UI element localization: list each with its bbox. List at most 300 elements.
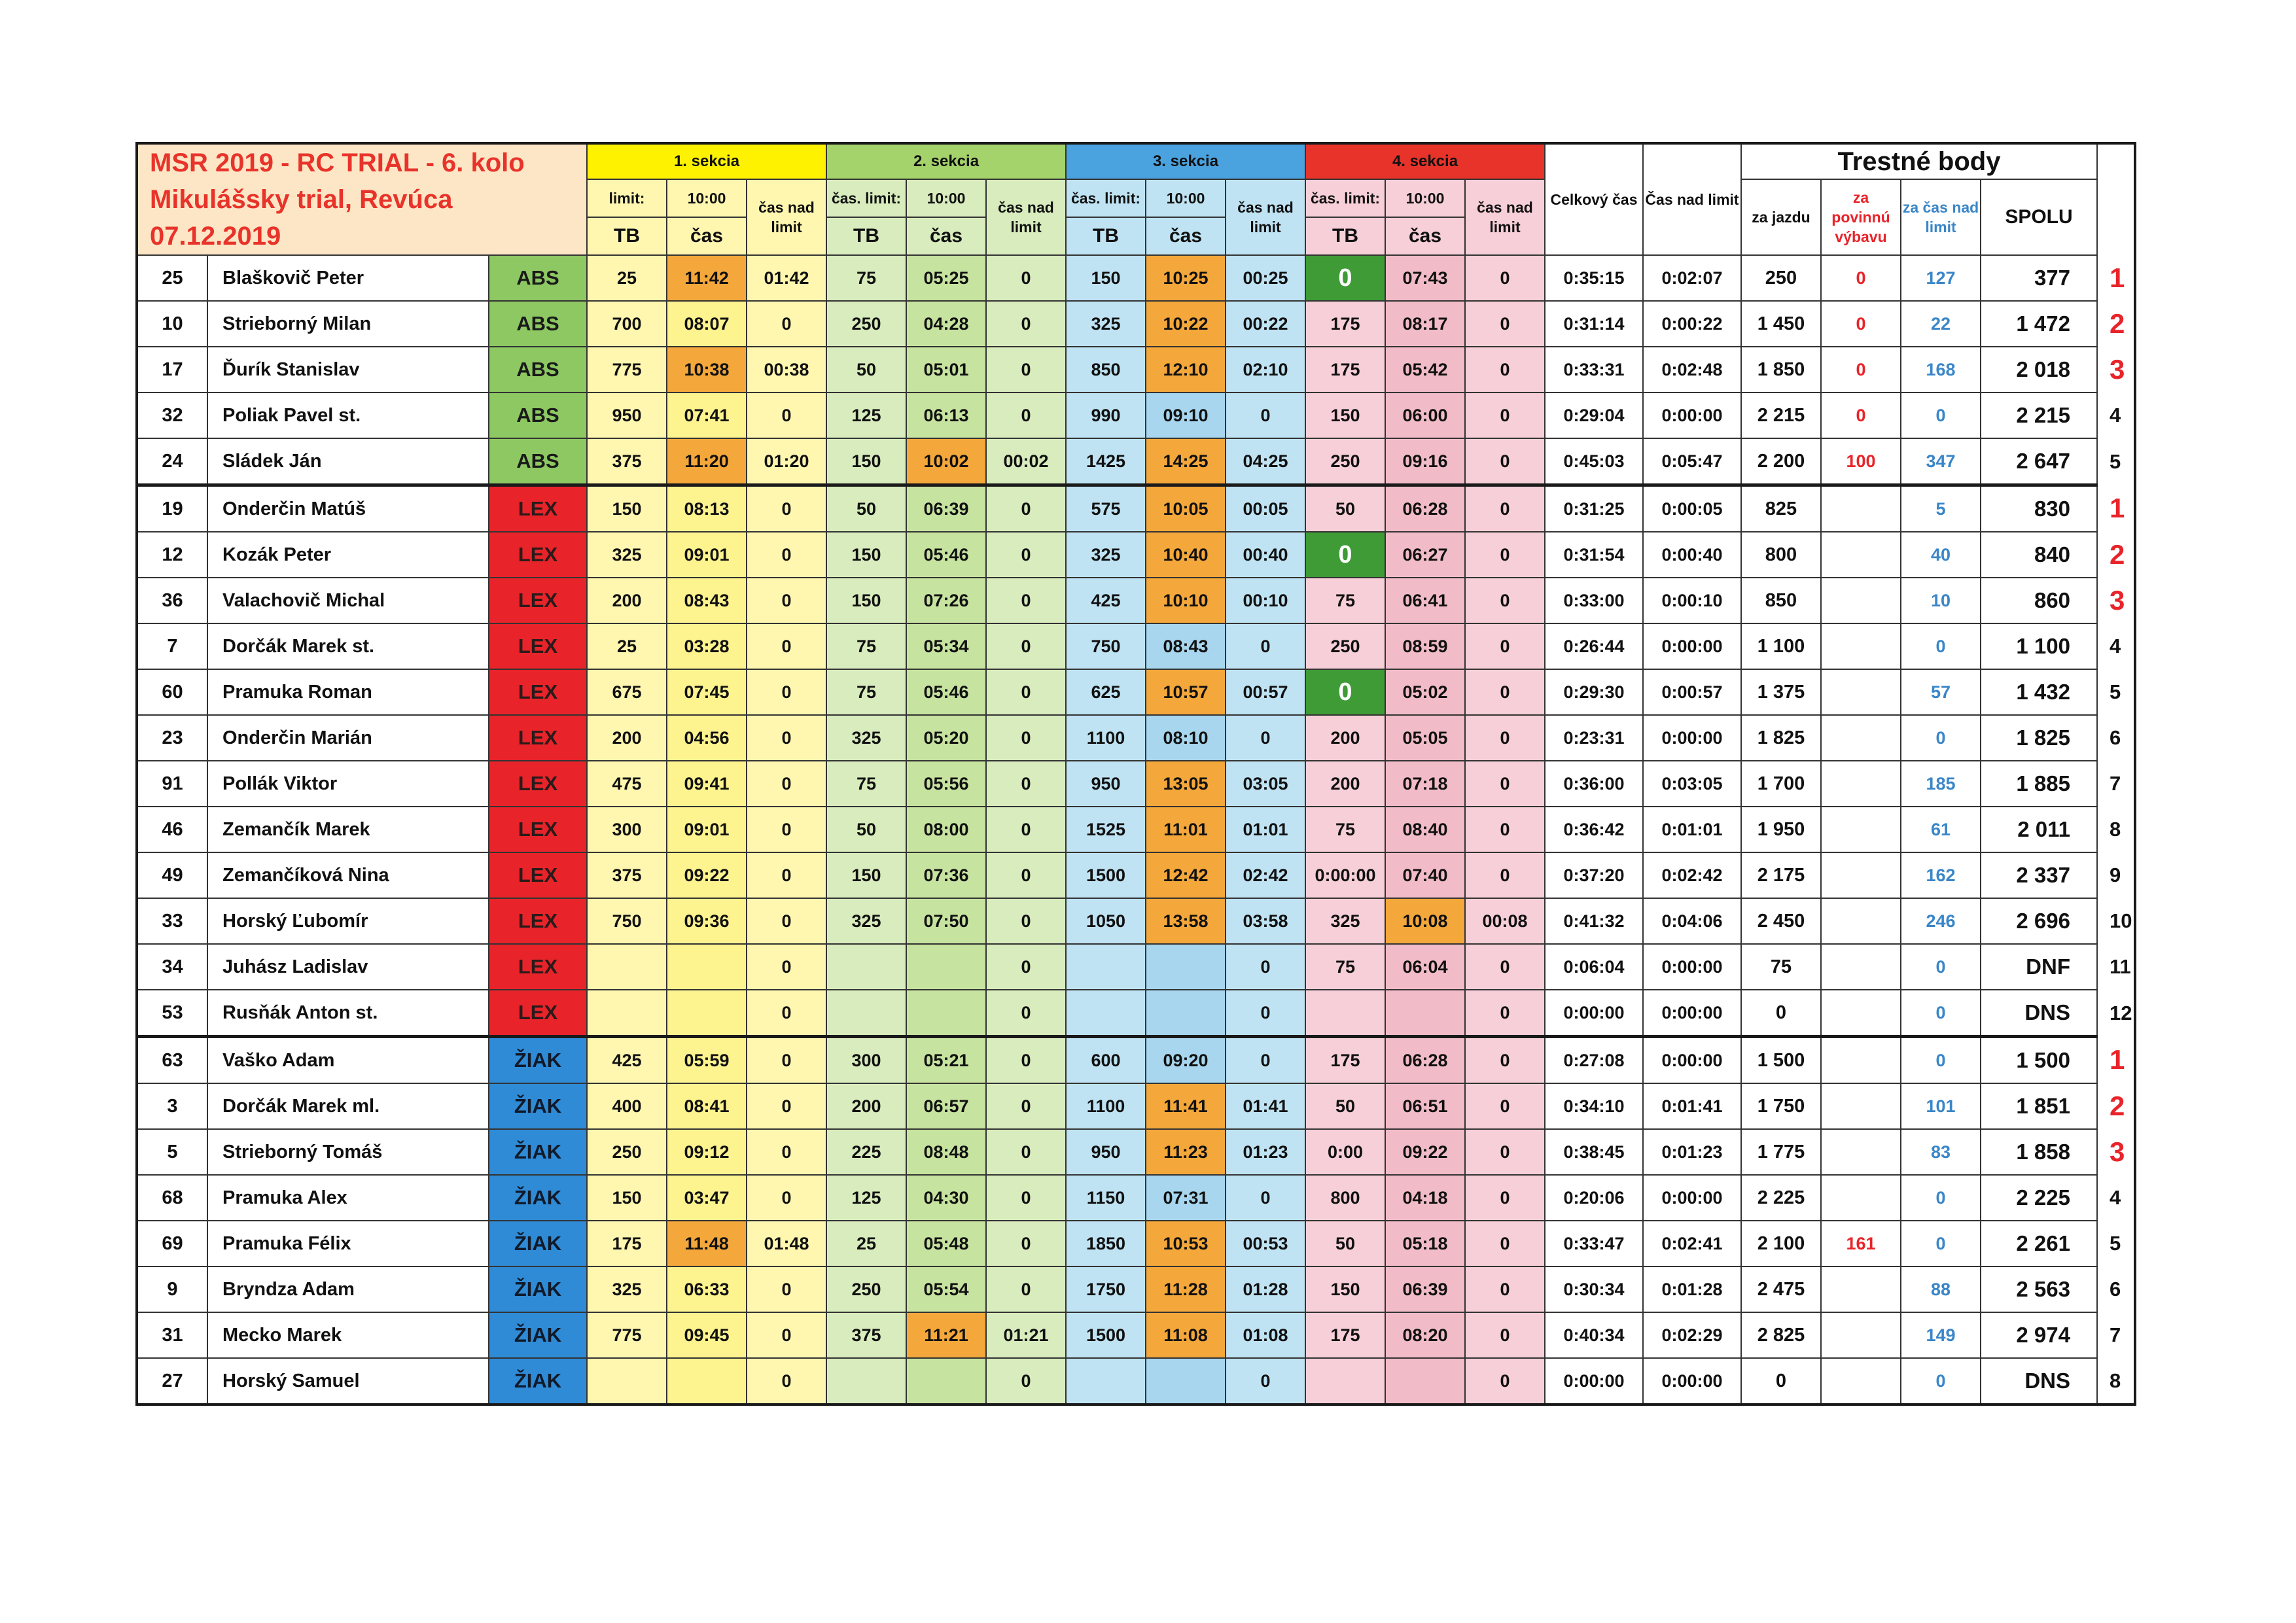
s1-over-limit: 0 bbox=[747, 852, 826, 898]
s4-time: 06:28 bbox=[1385, 1037, 1465, 1084]
penalty-total: 840 bbox=[1981, 532, 2097, 578]
results-table bbox=[135, 142, 2136, 1406]
s1-penalty-points: 475 bbox=[587, 761, 667, 807]
table-row bbox=[137, 393, 2135, 438]
penalty-total: 830 bbox=[1981, 485, 2097, 532]
penalty-time: 88 bbox=[1901, 1266, 1981, 1312]
penalty-total: 2 225 bbox=[1981, 1175, 2097, 1221]
s3-penalty-points: 1500 bbox=[1066, 1312, 1146, 1358]
s4-penalty-points: 175 bbox=[1305, 347, 1385, 393]
s1-over-limit: 0 bbox=[747, 485, 826, 532]
s1-time: 11:20 bbox=[667, 438, 747, 485]
penalty-total: 2 974 bbox=[1981, 1312, 2097, 1358]
s1-time: 11:48 bbox=[667, 1221, 747, 1266]
s3-time bbox=[1146, 944, 1226, 990]
s1-tb-header: TB bbox=[587, 217, 667, 255]
category-badge: LEX bbox=[489, 578, 587, 623]
s3-time: 10:57 bbox=[1146, 669, 1226, 715]
s1-over-limit: 0 bbox=[747, 990, 826, 1037]
s3-penalty-points: 625 bbox=[1066, 669, 1146, 715]
over-limit-total: 0:00:00 bbox=[1643, 623, 1741, 669]
s4-over-limit: 0 bbox=[1465, 438, 1545, 485]
placement: 2 bbox=[2097, 1083, 2135, 1129]
penalty-equipment bbox=[1821, 578, 1901, 623]
s4-over-limit: 0 bbox=[1465, 1175, 1545, 1221]
s3-over-limit: 03:58 bbox=[1226, 898, 1305, 944]
s1-penalty-points: 775 bbox=[587, 1312, 667, 1358]
penalty-equipment bbox=[1821, 1266, 1901, 1312]
rider-name: Vaško Adam bbox=[207, 1037, 489, 1084]
penalty-total: 2 261 bbox=[1981, 1221, 2097, 1266]
s1-over-limit-header: čas nad limit bbox=[747, 179, 826, 255]
placement: 6 bbox=[2097, 715, 2135, 761]
s1-time: 10:38 bbox=[667, 347, 747, 393]
over-limit-total: 0:03:05 bbox=[1643, 761, 1741, 807]
s2-limit-value: 10:00 bbox=[906, 179, 986, 217]
s4-penalty-points: 175 bbox=[1305, 301, 1385, 347]
s2-penalty-points: 325 bbox=[826, 898, 906, 944]
s4-penalty-points: 800 bbox=[1305, 1175, 1385, 1221]
s1-over-limit: 0 bbox=[747, 623, 826, 669]
penalty-per-ride: 800 bbox=[1741, 532, 1821, 578]
penalty-equipment bbox=[1821, 1129, 1901, 1175]
s3-over-limit-header: čas nad limit bbox=[1226, 179, 1305, 255]
rider-name: Onderčin Marián bbox=[207, 715, 489, 761]
s4-time: 09:16 bbox=[1385, 438, 1465, 485]
penalty-per-ride: 1 450 bbox=[1741, 301, 1821, 347]
penalty-total: 1 885 bbox=[1981, 761, 2097, 807]
s1-penalty-points: 950 bbox=[587, 393, 667, 438]
s2-time: 05:34 bbox=[906, 623, 986, 669]
penalty-equipment: 0 bbox=[1821, 393, 1901, 438]
s1-penalty-points: 150 bbox=[587, 485, 667, 532]
s3-penalty-points: 1850 bbox=[1066, 1221, 1146, 1266]
s3-over-limit: 0 bbox=[1226, 1175, 1305, 1221]
table-row bbox=[137, 898, 2135, 944]
penalty-time: 22 bbox=[1901, 301, 1981, 347]
s1-penalty-points: 750 bbox=[587, 898, 667, 944]
s3-over-limit: 00:53 bbox=[1226, 1221, 1305, 1266]
s4-over-limit: 0 bbox=[1465, 1129, 1545, 1175]
category-badge: LEX bbox=[489, 898, 587, 944]
penalty-time: 0 bbox=[1901, 1037, 1981, 1084]
penalty-time: 10 bbox=[1901, 578, 1981, 623]
s4-time: 06:41 bbox=[1385, 578, 1465, 623]
s4-penalty-points: 250 bbox=[1305, 438, 1385, 485]
rider-name: Horský Samuel bbox=[207, 1358, 489, 1405]
start-number: 25 bbox=[137, 255, 207, 301]
s3-over-limit: 00:40 bbox=[1226, 532, 1305, 578]
s1-time: 03:47 bbox=[667, 1175, 747, 1221]
s3-penalty-points: 1050 bbox=[1066, 898, 1146, 944]
s2-time: 07:50 bbox=[906, 898, 986, 944]
total-time: 0:06:04 bbox=[1545, 944, 1643, 990]
s2-time: 05:56 bbox=[906, 761, 986, 807]
total-time: 0:33:00 bbox=[1545, 578, 1643, 623]
placement: 5 bbox=[2097, 438, 2135, 485]
penalty-total: DNF bbox=[1981, 944, 2097, 990]
s4-time: 04:18 bbox=[1385, 1175, 1465, 1221]
s3-penalty-points: 1750 bbox=[1066, 1266, 1146, 1312]
s1-over-limit: 0 bbox=[747, 761, 826, 807]
category-badge: LEX bbox=[489, 990, 587, 1037]
penalty-time: 127 bbox=[1901, 255, 1981, 301]
total-time: 0:00:00 bbox=[1545, 990, 1643, 1037]
s4-over-limit: 0 bbox=[1465, 485, 1545, 532]
s2-penalty-points: 225 bbox=[826, 1129, 906, 1175]
s3-penalty-points: 1425 bbox=[1066, 438, 1146, 485]
rider-name: Rusňák Anton st. bbox=[207, 990, 489, 1037]
penalty-per-ride: 1 850 bbox=[1741, 347, 1821, 393]
penalty-total: 2 215 bbox=[1981, 393, 2097, 438]
s1-penalty-points: 775 bbox=[587, 347, 667, 393]
rider-name: Dorčák Marek st. bbox=[207, 623, 489, 669]
over-limit-total: 0:00:57 bbox=[1643, 669, 1741, 715]
s2-time: 04:30 bbox=[906, 1175, 986, 1221]
s3-over-limit: 0 bbox=[1226, 393, 1305, 438]
section-1-header: 1. sekcia bbox=[587, 143, 826, 179]
start-number: 60 bbox=[137, 669, 207, 715]
per-ride-header: za jazdu bbox=[1741, 179, 1821, 255]
start-number: 32 bbox=[137, 393, 207, 438]
s2-penalty-points: 150 bbox=[826, 852, 906, 898]
s1-penalty-points: 25 bbox=[587, 623, 667, 669]
s4-time bbox=[1385, 1358, 1465, 1405]
s1-penalty-points: 425 bbox=[587, 1037, 667, 1084]
s4-over-limit: 0 bbox=[1465, 761, 1545, 807]
start-number: 24 bbox=[137, 438, 207, 485]
table-row bbox=[137, 347, 2135, 393]
table-row bbox=[137, 1175, 2135, 1221]
penalty-per-ride: 0 bbox=[1741, 1358, 1821, 1405]
s4-over-limit: 0 bbox=[1465, 347, 1545, 393]
s3-time: 13:05 bbox=[1146, 761, 1226, 807]
over-limit-total: 0:02:48 bbox=[1643, 347, 1741, 393]
s3-over-limit: 02:10 bbox=[1226, 347, 1305, 393]
penalty-per-ride: 1 950 bbox=[1741, 807, 1821, 852]
s1-time: 04:56 bbox=[667, 715, 747, 761]
rider-name: Strieborný Tomáš bbox=[207, 1129, 489, 1175]
s1-over-limit: 0 bbox=[747, 1083, 826, 1129]
placement: 3 bbox=[2097, 1129, 2135, 1175]
category-badge: LEX bbox=[489, 807, 587, 852]
start-number: 27 bbox=[137, 1358, 207, 1405]
s4-penalty-points: 250 bbox=[1305, 623, 1385, 669]
category-badge: ABS bbox=[489, 347, 587, 393]
table-row bbox=[137, 990, 2135, 1037]
s4-time: 05:18 bbox=[1385, 1221, 1465, 1266]
s1-time: 05:59 bbox=[667, 1037, 747, 1084]
start-number: 23 bbox=[137, 715, 207, 761]
s4-over-limit: 0 bbox=[1465, 1312, 1545, 1358]
s2-over-limit: 01:21 bbox=[986, 1312, 1066, 1358]
penalty-total: DNS bbox=[1981, 1358, 2097, 1405]
s2-penalty-points: 50 bbox=[826, 485, 906, 532]
s4-time-header: čas bbox=[1385, 217, 1465, 255]
event-title-line2: Mikulášsky trial, Revúca bbox=[150, 185, 453, 214]
s3-penalty-points: 950 bbox=[1066, 761, 1146, 807]
s2-penalty-points: 300 bbox=[826, 1037, 906, 1084]
total-time: 0:34:10 bbox=[1545, 1083, 1643, 1129]
table-row bbox=[137, 669, 2135, 715]
s1-penalty-points bbox=[587, 1358, 667, 1405]
s2-over-limit: 0 bbox=[986, 623, 1066, 669]
s4-penalty-points: 0:00:00 bbox=[1305, 852, 1385, 898]
s4-time: 07:43 bbox=[1385, 255, 1465, 301]
s4-over-limit: 0 bbox=[1465, 1037, 1545, 1084]
penalty-equipment bbox=[1821, 761, 1901, 807]
s4-penalty-points bbox=[1305, 990, 1385, 1037]
category-badge: ABS bbox=[489, 393, 587, 438]
s2-time: 07:36 bbox=[906, 852, 986, 898]
penalty-time: 347 bbox=[1901, 438, 1981, 485]
s1-time: 09:22 bbox=[667, 852, 747, 898]
over-limit-total: 0:01:23 bbox=[1643, 1129, 1741, 1175]
s1-penalty-points: 250 bbox=[587, 1129, 667, 1175]
s3-over-limit: 02:42 bbox=[1226, 852, 1305, 898]
s4-over-limit: 0 bbox=[1465, 623, 1545, 669]
start-number: 9 bbox=[137, 1266, 207, 1312]
s4-time: 05:02 bbox=[1385, 669, 1465, 715]
s3-over-limit: 00:22 bbox=[1226, 301, 1305, 347]
penalty-time: 40 bbox=[1901, 532, 1981, 578]
category-badge: ŽIAK bbox=[489, 1175, 587, 1221]
over-limit-total: 0:00:00 bbox=[1643, 1175, 1741, 1221]
rank-column-header bbox=[2097, 143, 2135, 255]
s1-penalty-points: 300 bbox=[587, 807, 667, 852]
total-time: 0:33:31 bbox=[1545, 347, 1643, 393]
penalty-equipment bbox=[1821, 669, 1901, 715]
s3-over-limit: 01:08 bbox=[1226, 1312, 1305, 1358]
penalty-equipment bbox=[1821, 1358, 1901, 1405]
total-time: 0:31:54 bbox=[1545, 532, 1643, 578]
penalty-per-ride: 2 825 bbox=[1741, 1312, 1821, 1358]
s1-time: 09:12 bbox=[667, 1129, 747, 1175]
s4-over-limit: 0 bbox=[1465, 1221, 1545, 1266]
s4-penalty-points: 0:00 bbox=[1305, 1129, 1385, 1175]
start-number: 69 bbox=[137, 1221, 207, 1266]
s2-time: 07:26 bbox=[906, 578, 986, 623]
s2-penalty-points: 325 bbox=[826, 715, 906, 761]
s2-penalty-points: 250 bbox=[826, 1266, 906, 1312]
placement: 12 bbox=[2097, 990, 2135, 1037]
section-4-header: 4. sekcia bbox=[1305, 143, 1545, 179]
penalty-per-ride: 2 475 bbox=[1741, 1266, 1821, 1312]
s2-over-limit: 0 bbox=[986, 1221, 1066, 1266]
total-time: 0:45:03 bbox=[1545, 438, 1643, 485]
s3-time: 10:22 bbox=[1146, 301, 1226, 347]
penalty-time: 57 bbox=[1901, 669, 1981, 715]
penalty-time: 168 bbox=[1901, 347, 1981, 393]
s2-penalty-points: 375 bbox=[826, 1312, 906, 1358]
s1-over-limit: 0 bbox=[747, 1312, 826, 1358]
s4-time: 07:18 bbox=[1385, 761, 1465, 807]
s3-penalty-points bbox=[1066, 944, 1146, 990]
table-row bbox=[137, 761, 2135, 807]
s2-time bbox=[906, 1358, 986, 1405]
penalty-total: 2 337 bbox=[1981, 852, 2097, 898]
penalty-equipment: 161 bbox=[1821, 1221, 1901, 1266]
category-badge: ŽIAK bbox=[489, 1266, 587, 1312]
s3-limit-value: 10:00 bbox=[1146, 179, 1226, 217]
over-limit-total: 0:00:00 bbox=[1643, 944, 1741, 990]
rider-name: Onderčin Matúš bbox=[207, 485, 489, 532]
s1-limit-value: 10:00 bbox=[667, 179, 747, 217]
total-time: 0:00:00 bbox=[1545, 1358, 1643, 1405]
s1-penalty-points: 200 bbox=[587, 578, 667, 623]
over-limit-total: 0:00:00 bbox=[1643, 1358, 1741, 1405]
penalty-time: 185 bbox=[1901, 761, 1981, 807]
s3-time: 11:28 bbox=[1146, 1266, 1226, 1312]
s4-time: 06:39 bbox=[1385, 1266, 1465, 1312]
s2-time: 05:20 bbox=[906, 715, 986, 761]
s1-time: 07:41 bbox=[667, 393, 747, 438]
s3-time: 08:10 bbox=[1146, 715, 1226, 761]
s3-time: 14:25 bbox=[1146, 438, 1226, 485]
s2-over-limit: 0 bbox=[986, 532, 1066, 578]
total-time: 0:36:42 bbox=[1545, 807, 1643, 852]
s1-over-limit: 0 bbox=[747, 1175, 826, 1221]
s1-time: 08:13 bbox=[667, 485, 747, 532]
s3-penalty-points: 325 bbox=[1066, 301, 1146, 347]
category-badge: ŽIAK bbox=[489, 1083, 587, 1129]
table-row bbox=[137, 438, 2135, 485]
s3-over-limit: 0 bbox=[1226, 623, 1305, 669]
s4-over-limit-header: čas nad limit bbox=[1465, 179, 1545, 255]
penalty-per-ride: 825 bbox=[1741, 485, 1821, 532]
table-row bbox=[137, 255, 2135, 301]
s3-penalty-points: 850 bbox=[1066, 347, 1146, 393]
total-time: 0:36:00 bbox=[1545, 761, 1643, 807]
start-number: 7 bbox=[137, 623, 207, 669]
category-badge: ABS bbox=[489, 301, 587, 347]
penalty-equipment bbox=[1821, 623, 1901, 669]
penalty-total: DNS bbox=[1981, 990, 2097, 1037]
penalty-points-header: Trestné body bbox=[1741, 143, 2097, 179]
s3-time: 11:23 bbox=[1146, 1129, 1226, 1175]
s2-penalty-points: 250 bbox=[826, 301, 906, 347]
over-limit-total: 0:00:00 bbox=[1643, 990, 1741, 1037]
total-time: 0:29:04 bbox=[1545, 393, 1643, 438]
total-time: 0:27:08 bbox=[1545, 1037, 1643, 1084]
time-penalty-header: za čas nad limit bbox=[1901, 179, 1981, 255]
s2-time: 06:39 bbox=[906, 485, 986, 532]
s3-time: 10:53 bbox=[1146, 1221, 1226, 1266]
s3-time: 08:43 bbox=[1146, 623, 1226, 669]
s1-time: 09:45 bbox=[667, 1312, 747, 1358]
s1-over-limit: 0 bbox=[747, 1129, 826, 1175]
s2-time: 05:01 bbox=[906, 347, 986, 393]
s4-time: 05:42 bbox=[1385, 347, 1465, 393]
s2-time: 05:46 bbox=[906, 532, 986, 578]
total-time: 0:23:31 bbox=[1545, 715, 1643, 761]
s2-time bbox=[906, 944, 986, 990]
start-number: 3 bbox=[137, 1083, 207, 1129]
s3-penalty-points: 1500 bbox=[1066, 852, 1146, 898]
s2-over-limit: 0 bbox=[986, 715, 1066, 761]
s2-penalty-points: 150 bbox=[826, 532, 906, 578]
penalty-per-ride: 2 215 bbox=[1741, 393, 1821, 438]
s2-time: 04:28 bbox=[906, 301, 986, 347]
s3-penalty-points: 600 bbox=[1066, 1037, 1146, 1084]
penalty-total: 377 bbox=[1981, 255, 2097, 301]
s2-time: 08:00 bbox=[906, 807, 986, 852]
s2-over-limit: 0 bbox=[986, 1129, 1066, 1175]
s4-penalty-points: 175 bbox=[1305, 1037, 1385, 1084]
penalty-equipment: 100 bbox=[1821, 438, 1901, 485]
category-badge: LEX bbox=[489, 761, 587, 807]
s2-time: 06:13 bbox=[906, 393, 986, 438]
s1-over-limit: 0 bbox=[747, 1037, 826, 1084]
s4-over-limit: 00:08 bbox=[1465, 898, 1545, 944]
s1-over-limit: 0 bbox=[747, 532, 826, 578]
s3-penalty-points: 1100 bbox=[1066, 715, 1146, 761]
placement: 4 bbox=[2097, 1175, 2135, 1221]
over-limit-total-header: Čas nad limit bbox=[1643, 143, 1741, 255]
placement: 8 bbox=[2097, 807, 2135, 852]
rider-name: Horský Ľubomír bbox=[207, 898, 489, 944]
rider-name: Dorčák Marek ml. bbox=[207, 1083, 489, 1129]
penalty-equipment: 0 bbox=[1821, 255, 1901, 301]
s2-time: 10:02 bbox=[906, 438, 986, 485]
penalty-per-ride: 250 bbox=[1741, 255, 1821, 301]
s3-penalty-points bbox=[1066, 990, 1146, 1037]
s3-time: 13:58 bbox=[1146, 898, 1226, 944]
total-header: SPOLU bbox=[1981, 179, 2097, 255]
s2-penalty-points: 150 bbox=[826, 578, 906, 623]
s2-time: 05:46 bbox=[906, 669, 986, 715]
placement: 1 bbox=[2097, 1037, 2135, 1084]
s3-over-limit: 04:25 bbox=[1226, 438, 1305, 485]
s4-time: 08:40 bbox=[1385, 807, 1465, 852]
s1-time: 07:45 bbox=[667, 669, 747, 715]
category-badge: LEX bbox=[489, 669, 587, 715]
over-limit-total: 0:02:07 bbox=[1643, 255, 1741, 301]
s1-time: 08:43 bbox=[667, 578, 747, 623]
s4-tb-header: TB bbox=[1305, 217, 1385, 255]
start-number: 91 bbox=[137, 761, 207, 807]
total-time: 0:38:45 bbox=[1545, 1129, 1643, 1175]
s3-penalty-points: 425 bbox=[1066, 578, 1146, 623]
penalty-per-ride: 2 200 bbox=[1741, 438, 1821, 485]
s2-time: 05:21 bbox=[906, 1037, 986, 1084]
s4-time: 06:27 bbox=[1385, 532, 1465, 578]
s1-over-limit: 0 bbox=[747, 1266, 826, 1312]
rider-name: Sládek Ján bbox=[207, 438, 489, 485]
placement: 9 bbox=[2097, 852, 2135, 898]
over-limit-total: 0:00:00 bbox=[1643, 393, 1741, 438]
s3-over-limit: 01:01 bbox=[1226, 807, 1305, 852]
category-badge: ABS bbox=[489, 255, 587, 301]
total-time: 0:29:30 bbox=[1545, 669, 1643, 715]
penalty-per-ride: 2 175 bbox=[1741, 852, 1821, 898]
event-date: 07.12.2019 bbox=[150, 222, 281, 251]
total-time: 0:26:44 bbox=[1545, 623, 1643, 669]
over-limit-total: 0:01:01 bbox=[1643, 807, 1741, 852]
s1-time: 03:28 bbox=[667, 623, 747, 669]
s1-over-limit: 0 bbox=[747, 1358, 826, 1405]
table-row bbox=[137, 1266, 2135, 1312]
s3-time: 10:40 bbox=[1146, 532, 1226, 578]
s1-time bbox=[667, 990, 747, 1037]
s4-penalty-points: 175 bbox=[1305, 1312, 1385, 1358]
penalty-per-ride: 1 700 bbox=[1741, 761, 1821, 807]
s1-penalty-points: 150 bbox=[587, 1175, 667, 1221]
s2-penalty-points: 200 bbox=[826, 1083, 906, 1129]
start-number: 36 bbox=[137, 578, 207, 623]
s3-penalty-points bbox=[1066, 1358, 1146, 1405]
placement: 5 bbox=[2097, 1221, 2135, 1266]
